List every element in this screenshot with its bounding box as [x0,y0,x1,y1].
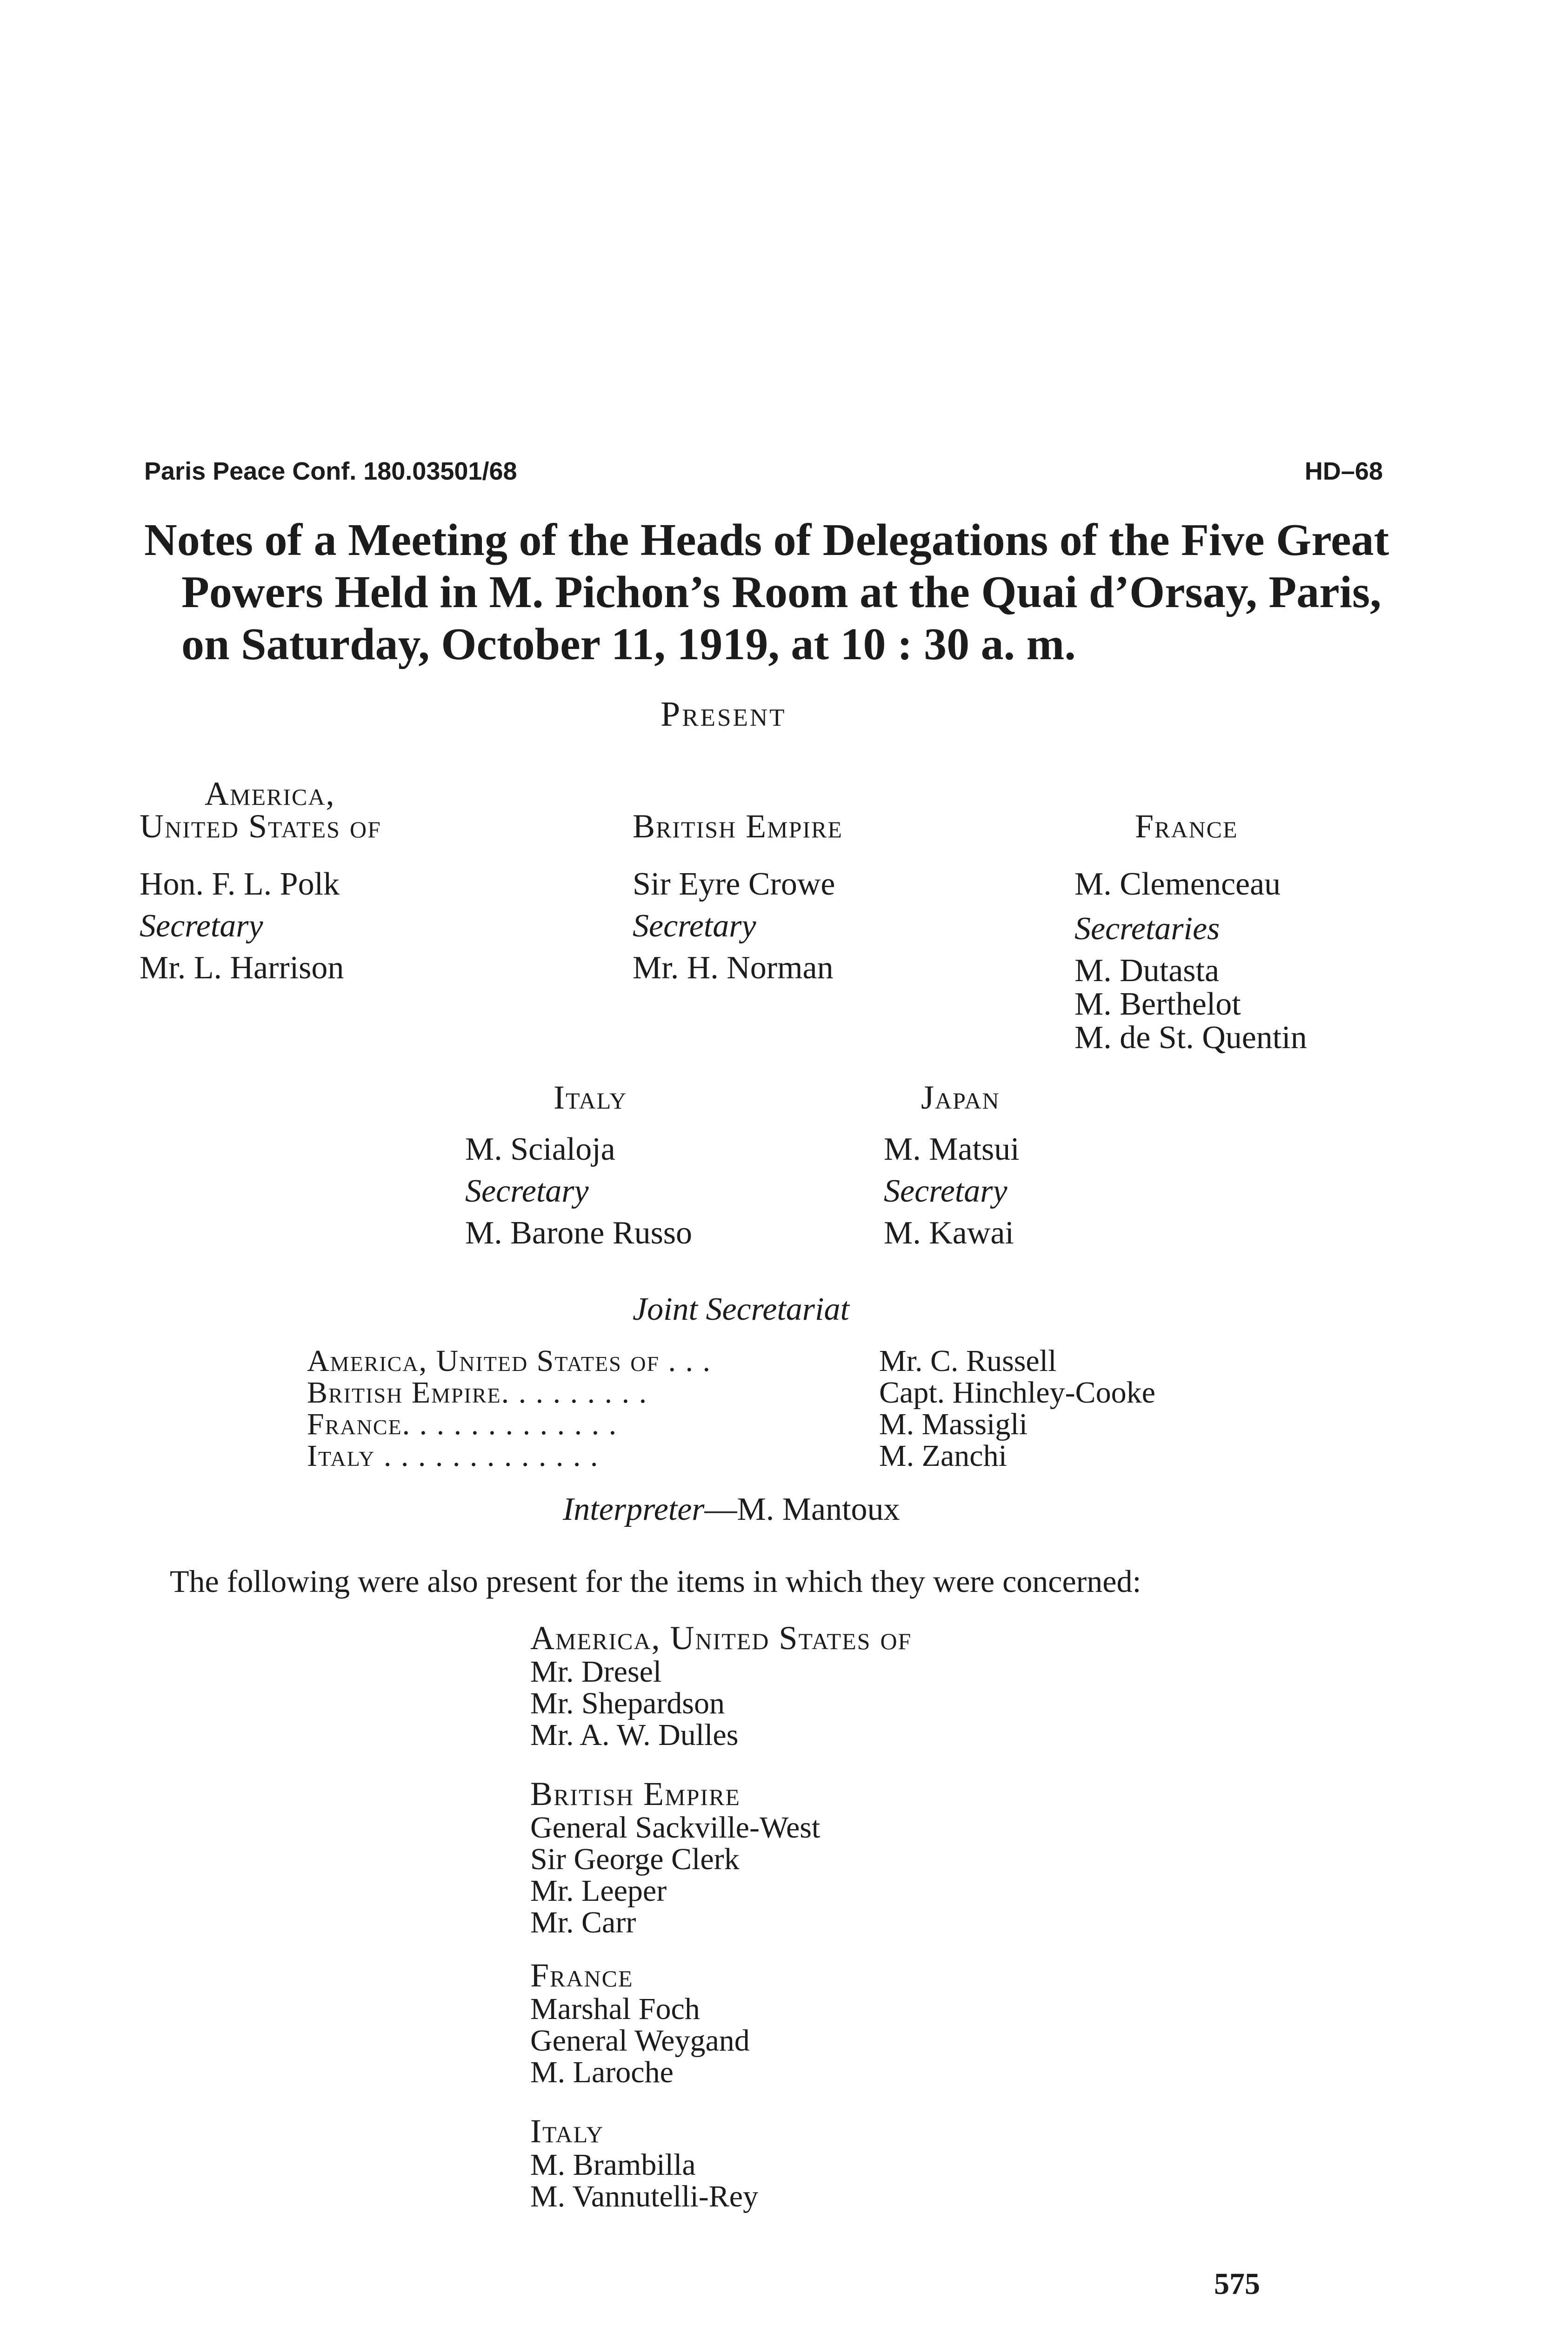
america-delegate: Hon. F. L. Polk [140,866,340,902]
america-heading-line1: America, [205,775,335,812]
title-line-2: Powers Held in M. Pichon’s Room at the Quai d’Orsay, Paris, [181,567,1381,617]
interpreter-name: M. Mantoux [737,1491,900,1527]
attendee-name: Mr. A. W. Dulles [530,1718,739,1752]
interpreter-dash: — [704,1491,737,1527]
joint-secretariat-country: France. . . . . . . . . . . . . [307,1407,618,1441]
attendee-name: Marshal Foch [530,1992,700,2026]
attendee-name: M. Brambilla [530,2148,696,2182]
japan-secretary-label: Secretary [884,1173,1008,1209]
france-secretary: M. Dutasta [1074,953,1220,989]
british-delegation [633,868,835,985]
also-present-italy-heading: Italy [530,2112,604,2150]
attendee-name: M. Laroche [530,2055,674,2089]
attendee-name: Mr. Leeper [530,1874,667,1908]
present-heading: Present [661,695,787,734]
france-delegate: M. Clemenceau [1074,866,1281,902]
joint-secretariat-names [879,1345,1155,1472]
joint-secretariat-country: Italy . . . . . . . . . . . . . [307,1439,599,1473]
interpreter-label: Interpreter [563,1491,705,1527]
japan-delegation [884,1133,1020,1250]
america-heading-line2: United States of [140,808,381,845]
title-line-3: on Saturday, October 11, 1919, at 10 : 30 a. m. [181,619,1076,669]
italy-secretary: M. Barone Russo [465,1215,693,1251]
joint-secretariat-country: America, United States of . . . [307,1344,712,1378]
italy-heading: Italy [554,1079,627,1116]
archive-reference: Paris Peace Conf. 180.03501/68 [144,457,517,485]
joint-secretariat-name: Mr. C. Russell [879,1344,1057,1378]
also-present-british-names [530,1812,820,1938]
british-secretary-label: Secretary [633,908,756,944]
joint-secretariat-countries [307,1345,711,1472]
france-delegation [1074,868,1307,1055]
attendee-name: Sir George Clerk [530,1842,740,1876]
america-secretary: Mr. L. Harrison [140,950,344,986]
italy-delegate: M. Scialoja [465,1131,615,1167]
attendee-name: General Sackville-West [530,1811,821,1845]
also-present-italy-names [530,2149,758,2212]
joint-secretariat-name: Capt. Hinchley-Cooke [879,1376,1155,1410]
british-delegate: Sir Eyre Crowe [633,866,835,902]
joint-secretariat-country: British Empire. . . . . . . . . [307,1376,648,1410]
british-secretary: Mr. H. Norman [633,950,834,986]
attendee-name: Mr. Carr [530,1905,636,1939]
japan-heading: Japan [921,1079,1000,1116]
also-present-france-heading: France [530,1957,634,1994]
attendee-name: M. Vannutelli-Rey [530,2179,759,2213]
page-title [144,514,1447,670]
japan-delegate: M. Matsui [884,1131,1020,1167]
italy-delegation [465,1133,692,1250]
interpreter-line [563,1491,900,1528]
title-line-1: Notes of a Meeting of the Heads of Delegations of the Five Great [144,515,1389,565]
attendee-name: Mr. Shepardson [530,1686,725,1720]
france-secretary: M. Berthelot [1074,986,1241,1022]
also-present-america-heading: America, United States of [530,1619,912,1657]
joint-secretariat-heading: Joint Secretariat [633,1291,849,1327]
attendee-name: General Weygand [530,2024,750,2058]
also-present-america-names [530,1656,738,1751]
france-secretary: M. de St. Quentin [1074,1020,1307,1056]
also-present-france-names [530,1993,750,2088]
italy-secretary-label: Secretary [465,1173,589,1209]
document-code: HD–68 [1304,457,1383,485]
joint-secretariat-name: M. Massigli [879,1407,1028,1441]
america-secretary-label: Secretary [140,908,263,944]
japan-secretary: M. Kawai [884,1215,1014,1251]
france-heading: France [1135,808,1238,845]
france-secretaries-label: Secretaries [1074,911,1220,947]
also-present-intro: The following were also present for the items in which they were concerned: [170,1564,1141,1599]
america-delegation [140,868,344,985]
joint-secretariat-name: M. Zanchi [879,1439,1007,1473]
page-number: 575 [1214,2267,1260,2301]
attendee-name: Mr. Dresel [530,1655,662,1689]
british-heading: British Empire [633,808,843,845]
also-present-british-heading: British Empire [530,1775,741,1812]
